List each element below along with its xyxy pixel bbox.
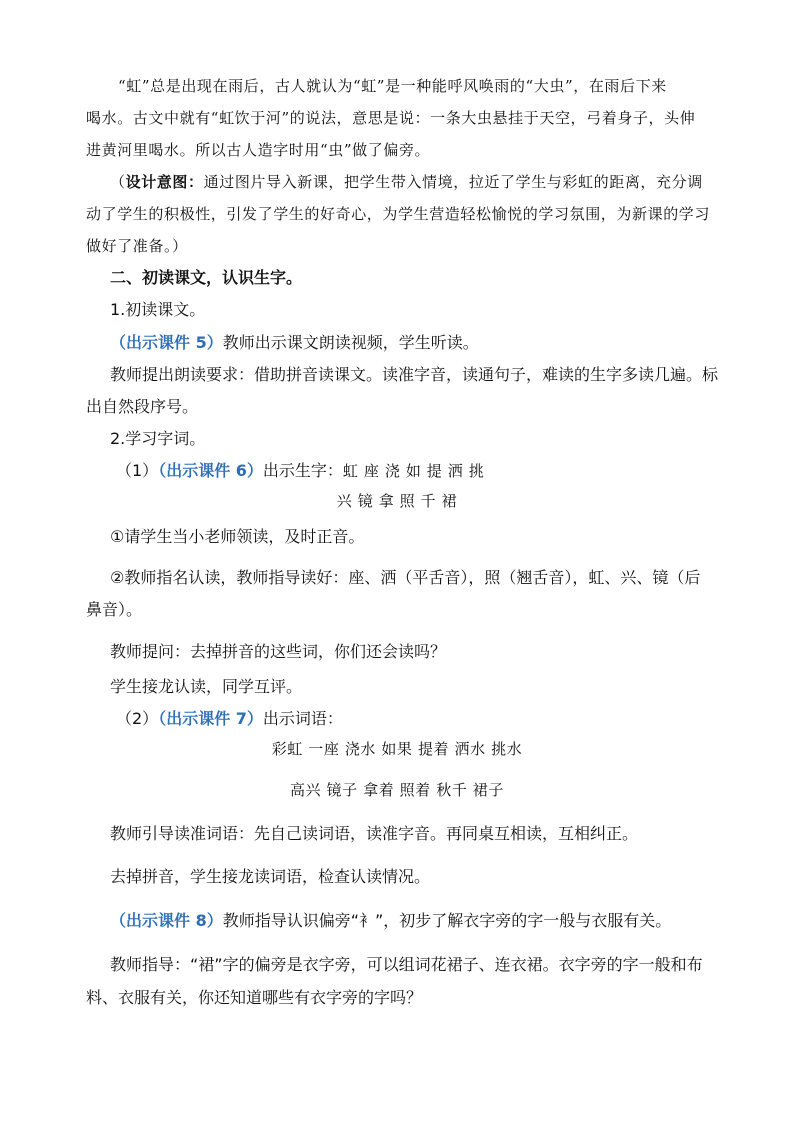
sub-1-number: （1）	[116, 461, 159, 480]
teacher-guidance-line-1: 教师指导：“裙”字的偏旁是衣字旁，可以组词花裙子、连衣裙。衣字旁的字一般和布	[110, 955, 703, 974]
intro-paragraph-line-2: 喝水。古文中就有“虹饮于河”的说法，意思是说：一条大虫悬挂于天空，弓着身子，头伸	[86, 109, 696, 127]
courseware-5-text: 教师出示课文朗读视频，学生听读。	[222, 333, 479, 352]
design-intent-line-3: 做好了准备。）	[86, 237, 188, 255]
design-intent-label: 设计意图：	[125, 173, 204, 191]
courseware-8-tag: （出示课件 8）	[110, 911, 223, 930]
courseware-5-line	[110, 333, 479, 353]
teacher-guidance-line-2: 料、衣服有关，你还知道哪些有衣字旁的字吗？	[86, 988, 423, 1007]
new-characters-row-2: 兴 镜 拿 照 千 裙	[336, 492, 458, 510]
step-2-line-1: ②教师指名认读，教师指导读好：座、洒（平舌音），照（翘舌音），虹、兴、镜（后	[110, 568, 701, 587]
step-1: ①请学生当小老师领读，及时正音。	[110, 527, 365, 546]
design-intent-text: 通过图片导入新课，把学生带入情境，拉近了学生与彩虹的距离，充分调	[203, 173, 703, 191]
courseware-7-tag: （出示课件 7）	[158, 709, 263, 728]
sub-2-number: （2）	[116, 709, 159, 728]
sub-2-text: 出示词语：	[262, 709, 343, 728]
step-2-line-2: 鼻音）。	[86, 600, 143, 619]
design-intent-line-2: 动了学生的积极性，引发了学生的好奇心，为学生营造轻松愉悦的学习氛围，为新课的学习	[86, 205, 711, 223]
intro-paragraph-line-3: 进黄河里喝水。所以古人造字时用“虫”做了偏旁。	[86, 141, 431, 159]
teacher-question: 教师提问：去掉拼音的这些词，你们还会读吗？	[110, 642, 447, 661]
guide-reading: 教师引导读准词语：先自己读词语，读准字音。再同桌互相读，互相纠正。	[110, 824, 639, 843]
reading-requirement-line-2: 出自然段序号。	[86, 397, 199, 416]
courseware-6-tag: （出示课件 6）	[158, 461, 263, 480]
sub-1-line	[116, 461, 484, 481]
intro-paragraph-line-1: “虹”总是出现在雨后，古人就认为“虹”是一种能呼风唤雨的“大虫”，在雨后下来	[118, 77, 667, 95]
courseware-8-line	[110, 911, 671, 931]
reading-requirement-line-1: 教师提出朗读要求：借助拼音读课文。读准字音，读通句子，难读的生字多读几遍。标	[110, 365, 719, 384]
section-heading: 二、初读课文，认识生字。	[110, 268, 303, 287]
sub-1-text: 出示生字：	[262, 461, 343, 480]
courseware-8-text: 教师指导认识偏旁“衤”，初步了解衣字旁的字一般与衣服有关。	[222, 911, 672, 930]
new-characters-row-1: 虹 座 浇 如 提 洒 挑	[342, 462, 485, 480]
remove-pinyin: 去掉拼音，学生接龙读词语，检查认读情况。	[110, 867, 431, 886]
sub-2-line	[116, 709, 343, 729]
item-1-title: 1.初读课文。	[110, 300, 206, 319]
design-intent-line-1	[110, 172, 703, 192]
vocabulary-row-1: 彩虹 一座 浇水 如果 提着 洒水 挑水	[271, 740, 523, 758]
courseware-5-tag: （出示课件 5）	[110, 333, 223, 352]
item-2-title: 2.学习字词。	[110, 429, 206, 448]
design-open-paren: （	[110, 173, 126, 191]
relay-reading: 学生接龙认读，同学互评。	[110, 677, 303, 696]
vocabulary-row-2: 高兴 镜子 拿着 照着 秋千 裙子	[289, 781, 505, 799]
